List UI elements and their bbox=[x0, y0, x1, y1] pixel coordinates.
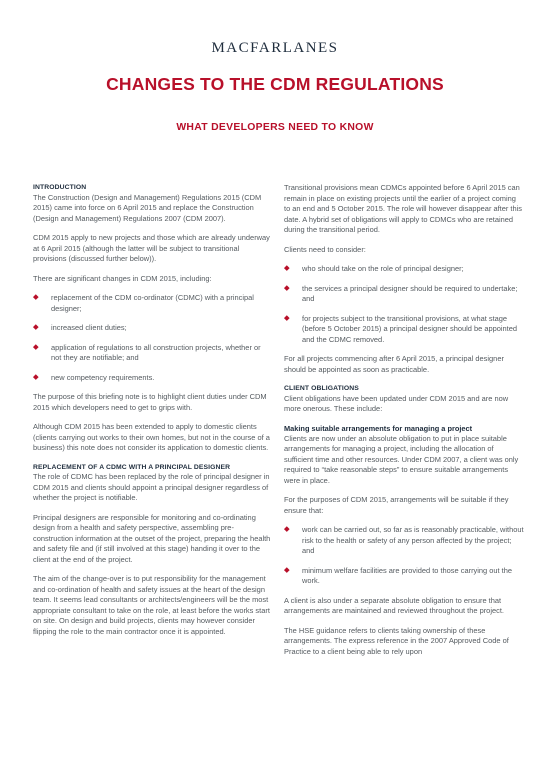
consider-list bbox=[284, 264, 524, 345]
client-obligations-heading: CLIENT OBLIGATIONS bbox=[284, 385, 359, 392]
list-item-text: minimum welfare facilities are provided to those carrying out the work. bbox=[302, 565, 512, 585]
list-item-text: replacement of the CDM co-ordinator (CDMC) with a principal designer; bbox=[51, 293, 254, 313]
paragraph: For the purposes of CDM 2015, arrangements will be suitable if they ensure that: bbox=[284, 495, 509, 515]
bullet-diamond-icon bbox=[284, 567, 289, 572]
paragraph: Principal designers are responsible for monitoring and co-ordinating design from a health and safety perspective, assembling pre-construction information at the outset of the project, preparing the health and safety file and (if still involved at this stage) handing it over to the client at the end of the project. bbox=[33, 512, 271, 564]
list-item-text: who should take on the role of principal designer; bbox=[302, 264, 464, 273]
right-column bbox=[284, 183, 524, 666]
paragraph: For all projects commencing after 6 April 2015, a principal designer should be appointed as soon as practicable. bbox=[284, 354, 504, 374]
list-item-text: increased client duties; bbox=[51, 323, 127, 332]
paragraph: The purpose of this briefing note is to highlight client duties under CDM 2015 which developers need to get to grips with. bbox=[33, 392, 267, 412]
paragraph: There are significant changes in CDM 2015, including: bbox=[33, 273, 212, 283]
paragraph: Although CDM 2015 has been extended to apply to domestic clients (clients carrying out works to their own homes, but not in the course of a business) this note does not consider its application to domestic clients. bbox=[33, 422, 270, 452]
list-item bbox=[33, 373, 271, 384]
changes-list bbox=[33, 293, 271, 383]
bullet-diamond-icon bbox=[284, 285, 289, 290]
list-item-text: work can be carried out, so far as is reasonably practicable, without risk to the health or safety of any person affected by the project; and bbox=[302, 525, 524, 555]
list-item bbox=[284, 314, 524, 346]
page-title: CHANGES TO THE CDM REGULATIONS bbox=[106, 74, 444, 94]
paragraph: Clients need to consider: bbox=[284, 244, 366, 254]
paragraph: Client obligations have been updated under CDM 2015 and are now more onerous. These include: bbox=[284, 393, 509, 413]
list-item bbox=[284, 264, 524, 275]
paragraph: A client is also under a separate absolute obligation to ensure that arrangements are maintained and reviewed throughout the project. bbox=[284, 595, 504, 615]
paragraph: CDM 2015 apply to new projects and those which are already underway at 6 April 2015 (although the latter will be subject to transitional provisions (discussed further below)). bbox=[33, 233, 270, 263]
bullet-diamond-icon bbox=[33, 344, 38, 349]
paragraph: The role of CDMC has been replaced by the role of principal designer in CDM 2015 and clients should appoint a principal designer regardless of whether the project is notifiable. bbox=[33, 472, 270, 502]
ensure-list bbox=[284, 525, 524, 587]
list-item bbox=[33, 293, 271, 314]
list-item bbox=[284, 566, 524, 587]
company-logo: MACFARLANES bbox=[211, 40, 339, 56]
list-item bbox=[284, 284, 524, 305]
list-item bbox=[33, 343, 271, 364]
making-arrangements-heading: Making suitable arrangements for managing a project bbox=[284, 423, 473, 433]
list-item-text: the services a principal designer should be required to undertake; and bbox=[302, 283, 518, 303]
introduction-heading: INTRODUCTION bbox=[33, 184, 87, 191]
paragraph: The Construction (Design and Management) Regulations 2015 (CDM 2015) came into force on 6 April 2015 and replace the Construction (Design and Management) Regulations 2007 (CDM 2007). bbox=[33, 192, 262, 223]
page-subtitle: WHAT DEVELOPERS NEED TO KNOW bbox=[176, 122, 374, 133]
list-item-text: for projects subject to the transitional provisions, at what stage (before 5 October 2015) a principal designer should be appointed and the CDMC removed. bbox=[302, 313, 518, 344]
bullet-diamond-icon bbox=[33, 324, 38, 329]
list-item bbox=[33, 323, 271, 334]
list-item-text: application of regulations to all construction projects, whether or not they are notifiable; and bbox=[51, 342, 261, 362]
paragraph: Clients are now under an absolute obligation to put in place suitable arrangements for managing a project, including the allocation of sufficient time and other resources. Under CDM 2007, a client was only required to “take reasonable steps” to ensure suitable arrangements were in place. bbox=[284, 433, 519, 485]
bullet-diamond-icon bbox=[284, 315, 289, 320]
bullet-diamond-icon bbox=[33, 374, 38, 379]
bullet-diamond-icon bbox=[33, 294, 38, 299]
bullet-diamond-icon bbox=[284, 265, 289, 270]
left-column bbox=[33, 183, 271, 646]
paragraph: Transitional provisions mean CDMCs appointed before 6 April 2015 can remain in place on existing projects until the earlier of a project coming to an end and 5 October 2015. The role will however disappear after this date. A hybrid set of obligations will apply to CDMCs who are retained during the transitional period. bbox=[284, 183, 523, 234]
replacement-heading: REPLACEMENT OF A CDMC WITH A PRINCIPAL DESIGNER bbox=[33, 463, 231, 471]
list-item bbox=[284, 525, 524, 557]
paragraph: The aim of the change-over is to put responsibility for the management and co-ordination of health and safety issues at the heart of the design team. It seems lead consultants or architects/engineers will be the most appropriate consultant to take on the role, at least before the works start on site. On design and build projects, clients may however consider flipping the role to the main contractor once it is appointed. bbox=[33, 574, 270, 636]
list-item-text: new competency requirements. bbox=[51, 372, 155, 382]
paragraph: The HSE guidance refers to clients taking ownership of these arrangements. The express reference in the 2007 Approved Code of Practice to a client being able to rely upon bbox=[284, 625, 509, 656]
bullet-diamond-icon bbox=[284, 526, 289, 531]
